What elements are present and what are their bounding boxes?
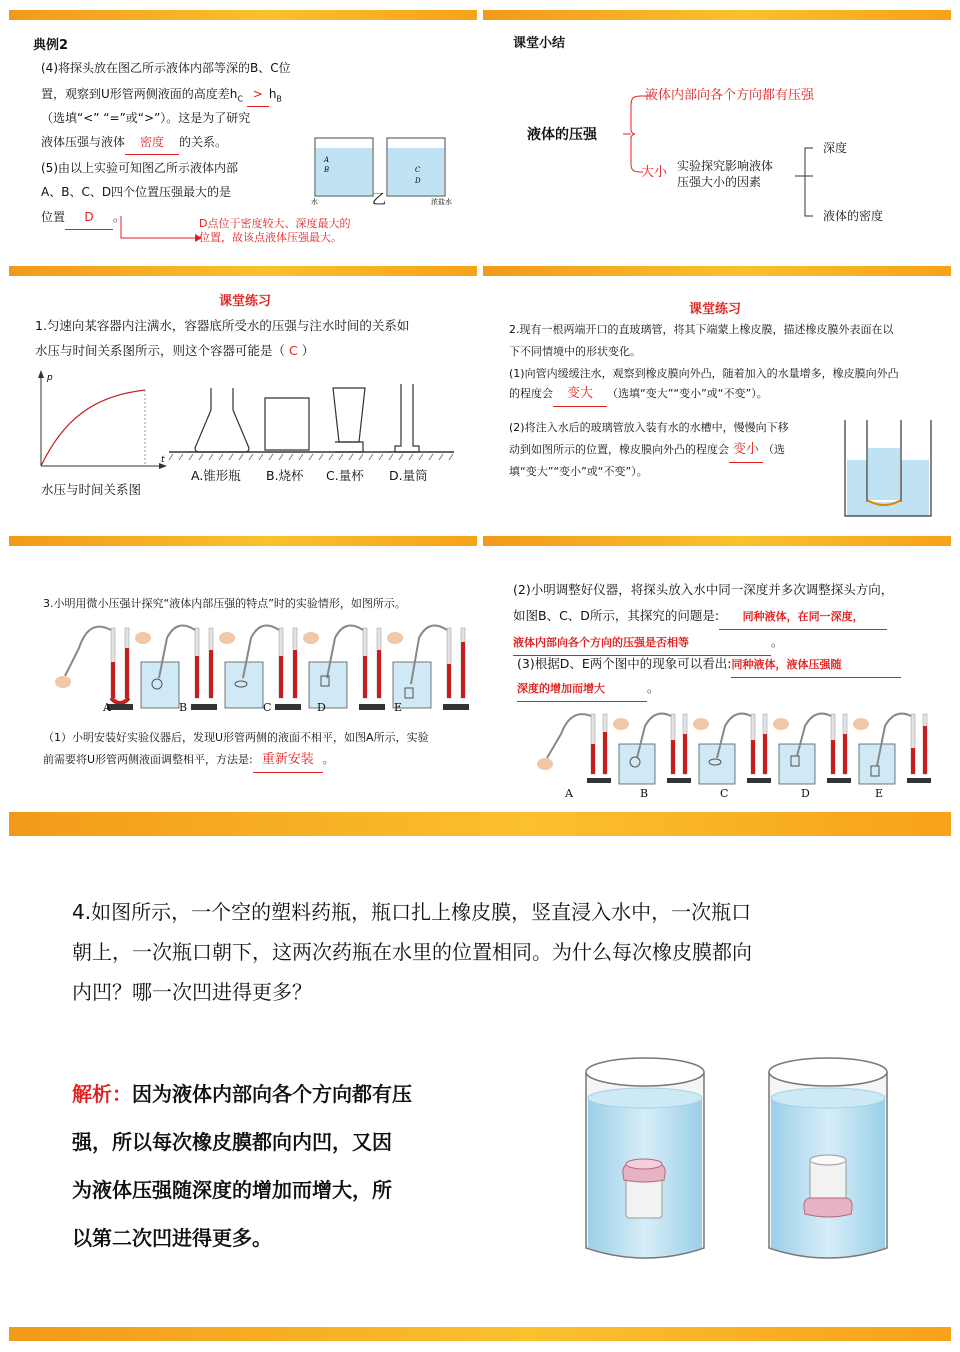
fig-label-e: E (394, 701, 403, 714)
note-line: 位置，故该点液体压强最大。 (199, 231, 342, 244)
text-line: 如图B、C、D所示，其探究的问题是: 同种液体，在同一深度， (513, 604, 887, 630)
fig-label-b: B (640, 787, 649, 800)
panel-heading: 课堂练习 (689, 302, 742, 317)
question-line: 3.小明用微小压强计探究“液体内部压强的特点”时的实验情形，如图所示。 (43, 597, 406, 610)
question-line: 2.现有一根两端开口的直玻璃管，将其下端蒙上橡皮膜，描述橡皮膜外表面在以 (509, 323, 894, 336)
text-line: A、B、C、D四个位置压强最大的是 (41, 185, 232, 199)
axis-p-label: p (47, 373, 53, 383)
panel-practice-1 (9, 280, 477, 532)
axis-t-label: t (161, 455, 165, 465)
divider-bar-1l (9, 266, 477, 276)
beaker-bottle-down (763, 1052, 893, 1264)
point-d: D (415, 177, 421, 185)
branch-factors: 实验探究影响液体 压强大小的因素 (677, 159, 774, 189)
text-line: （选填“<” “=”或“>”）。这是为了研究 (41, 111, 251, 125)
panel-summary (483, 24, 951, 262)
label-brine: 浓盐水 (431, 198, 452, 206)
panel-heading: 课堂小结 (513, 36, 566, 51)
text-line: 位置 D 。 (41, 205, 125, 230)
panel-practice-2 (483, 280, 951, 532)
point-c: C (415, 166, 421, 174)
question-4-line: 内凹？哪一次凹进得更多？ (72, 980, 312, 1004)
text-line: (2)小明调整好仪器，将探头放入水中同一深度并多次调整探头方向， (513, 582, 894, 597)
branch-directions: 液体内部向各个方向都有压强 (645, 88, 815, 103)
text-line: (3)根据D、E两个图中的现象可以看出:同种液体，液体压强随 (517, 652, 901, 678)
divider-bar-2r (483, 536, 951, 546)
answer-line: 为液体压强随深度的增加而增大，所 (72, 1178, 392, 1202)
text-line: 液体内部向各个方向的压强是否相等 。 (513, 630, 784, 656)
question-line: 的程度会 变大 （选填“变大”“变小”或“不变”）。 (509, 382, 768, 407)
question-line: 下不同情境中的形状变化。 (509, 345, 641, 358)
note-line: D点位于密度较大、深度最大的 (199, 217, 351, 230)
answer-line: 解析：因为液体内部向各个方向都有压 (72, 1082, 412, 1106)
container-options (169, 380, 459, 460)
text-line: 深度的增加而增大 。 (517, 676, 660, 702)
leaf-density: 液体的密度 (823, 209, 884, 223)
question-line: 动到如图所示的位置，橡皮膜向外凸的程度会 变小 （选 (509, 438, 785, 463)
answer-line: （1）小明安装好实验仪器后，发现U形管两侧的液面不相平，如图A所示，实验 (43, 731, 429, 744)
question-line: (1)向管内缓缓注水，观察到橡皮膜向外凸，随着加入的水量增多，橡皮膜向外凸 (509, 367, 899, 380)
fig-label-c: C (263, 701, 272, 714)
fig-label-e: E (875, 787, 884, 800)
point-a: A (324, 156, 330, 164)
point-b: B (324, 166, 330, 174)
fig-label-a: A (565, 787, 573, 800)
graph-caption: 水压与时间关系图 (41, 482, 142, 497)
top-bar-right (483, 10, 951, 20)
option-b: B.烧杯 (266, 468, 304, 483)
bottom-bar (9, 1327, 951, 1341)
fig-label-d: D (317, 701, 326, 714)
answer-line: 前需要将U形管两侧液面调整相平，方法是: 重新安装 。 (43, 748, 334, 773)
question-4-line: 4.如图所示，一个空的塑料药瓶，瓶口扎上橡皮膜，竖直浸入水中，一次瓶口 (72, 900, 752, 924)
fig-label-a: A (103, 701, 111, 714)
panel-example-2 (9, 24, 477, 262)
leaf-depth: 深度 (823, 141, 848, 155)
fig-label-b: B (179, 701, 188, 714)
answer-line: 以第二次凹进得更多。 (72, 1226, 272, 1250)
tube-in-tank-figure (839, 418, 939, 520)
pressure-time-graph (33, 370, 173, 470)
label-water: 水 (311, 198, 318, 206)
text-line: 液体压强与液体 密度 的关系。 (41, 130, 227, 155)
divider-bar-2l (9, 536, 477, 546)
panel-heading: 课堂练习 (219, 294, 272, 309)
divider-bar-3 (9, 812, 951, 836)
beaker-bottle-up (580, 1052, 710, 1264)
text-line: (4)将探头放在图乙所示液体内部等深的B、C位 (41, 61, 291, 75)
panel-practice-3 (9, 552, 477, 806)
fig-label-d: D (801, 787, 810, 800)
panel-practice-3-cont (483, 552, 951, 806)
option-a: A.锥形瓶 (191, 468, 241, 483)
manometer-row-2 (533, 708, 943, 788)
question-line: 1.匀速向某容器内注满水，容器底所受水的压强与注水时间的关系如 (35, 318, 410, 333)
top-bar-left (9, 10, 477, 20)
mindmap-root: 液体的压强 (527, 127, 597, 143)
question-line: 填“变大”“变小”或“不变”）。 (509, 465, 648, 478)
panel-heading: 典例2 (33, 38, 69, 53)
branch-magnitude: 大小 (641, 165, 668, 180)
text-line: 置，观察到U形管两侧液面的高度差$h_C > h_B$ (41, 82, 282, 111)
figure-label: 乙 (372, 192, 386, 208)
divider-bar-1r (483, 266, 951, 276)
manometer-row (49, 618, 469, 718)
answer-line: 强，所以每次橡皮膜都向内凹，又因 (72, 1130, 392, 1154)
text-line: (5)由以上实验可知图乙所示液体内部 (41, 161, 238, 175)
question-4-line: 朝上，一次瓶口朝下，这两次药瓶在水里的位置相同。为什么每次橡皮膜都向 (72, 940, 752, 964)
option-c: C.量杯 (326, 468, 364, 483)
question-line: 水压与时间关系图所示，则这个容器可能是（ C ） (35, 343, 315, 358)
fig-label-c: C (720, 787, 729, 800)
option-d: D.量筒 (389, 468, 428, 483)
question-line: (2)将注入水后的玻璃管放入装有水的水槽中，慢慢向下移 (509, 421, 789, 434)
